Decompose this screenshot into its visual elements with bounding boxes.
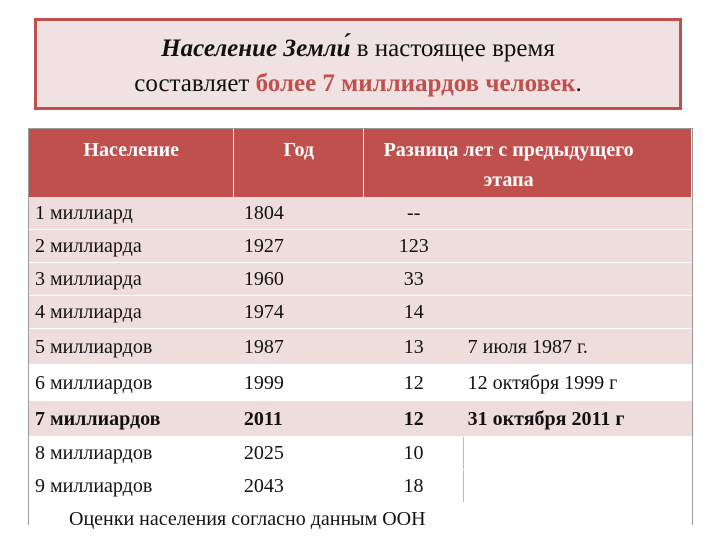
cell-difference: 18 <box>364 470 464 503</box>
table-row <box>29 263 692 296</box>
cell-difference: 12 <box>364 401 464 437</box>
footnote: Оценки населения согласно данным ООН <box>29 503 692 536</box>
cell-year: 2043 <box>234 470 364 503</box>
cell-year: 1927 <box>234 230 364 263</box>
cell-population: 3 миллиарда <box>29 263 234 296</box>
cell-difference: 12 <box>364 365 464 401</box>
cell-population: 1 миллиард <box>29 197 234 230</box>
cell-population: 4 миллиарда <box>29 296 234 329</box>
cell-population: 8 миллиардов <box>29 437 234 470</box>
cell-date <box>464 230 692 263</box>
table-row <box>29 401 692 437</box>
table-row <box>29 296 692 329</box>
cell-date: 7 июля 1987 г. <box>464 329 692 365</box>
title-subject: Население Земли́ <box>161 35 351 62</box>
header-population: Население <box>29 129 234 197</box>
cell-difference: 123 <box>364 230 464 263</box>
cell-difference: -- <box>364 197 464 230</box>
title-highlight: более 7 миллиардов человек <box>255 70 576 97</box>
population-table-container <box>28 128 693 530</box>
title-line-1-rest: в настоящее время <box>350 35 555 62</box>
table-row <box>29 329 692 365</box>
cell-year: 1960 <box>234 263 364 296</box>
cell-population: 9 миллиардов <box>29 470 234 503</box>
cell-difference: 33 <box>364 263 464 296</box>
table-row <box>29 230 692 263</box>
cell-difference: 14 <box>364 296 464 329</box>
cell-year: 1999 <box>234 365 364 401</box>
cell-population: 7 миллиардов <box>29 401 234 437</box>
cell-year: 1987 <box>234 329 364 365</box>
title-line-2 <box>37 66 679 101</box>
cell-date: 12 октября 1999 г <box>464 365 692 401</box>
cell-population: 5 миллиардов <box>29 329 234 365</box>
cell-date <box>464 470 692 503</box>
table-footnote-row <box>29 503 692 536</box>
cell-population: 2 миллиарда <box>29 230 234 263</box>
title-line-2-end: . <box>575 70 582 97</box>
cell-date <box>464 437 692 470</box>
cell-date <box>464 296 692 329</box>
cell-year: 1974 <box>234 296 364 329</box>
table-header-row <box>29 129 692 197</box>
cell-difference: 13 <box>364 329 464 365</box>
cell-date <box>464 197 692 230</box>
table-row <box>29 365 692 401</box>
title-line-2-start: составляет <box>134 70 256 97</box>
table-row <box>29 470 692 503</box>
cell-difference: 10 <box>364 437 464 470</box>
cell-date: 31 октября 2011 г <box>464 401 692 437</box>
cell-year: 2011 <box>234 401 364 437</box>
table-row <box>29 197 692 230</box>
cell-population: 6 миллиардов <box>29 365 234 401</box>
cell-year: 2025 <box>234 437 364 470</box>
title-box <box>34 18 682 110</box>
header-difference: Разница лет с предыдущего этапа <box>364 129 692 197</box>
cell-date <box>464 263 692 296</box>
header-year: Год <box>234 129 364 197</box>
title-line-1 <box>37 31 679 66</box>
cell-year: 1804 <box>234 197 364 230</box>
table-row <box>29 437 692 470</box>
population-table <box>29 129 692 536</box>
